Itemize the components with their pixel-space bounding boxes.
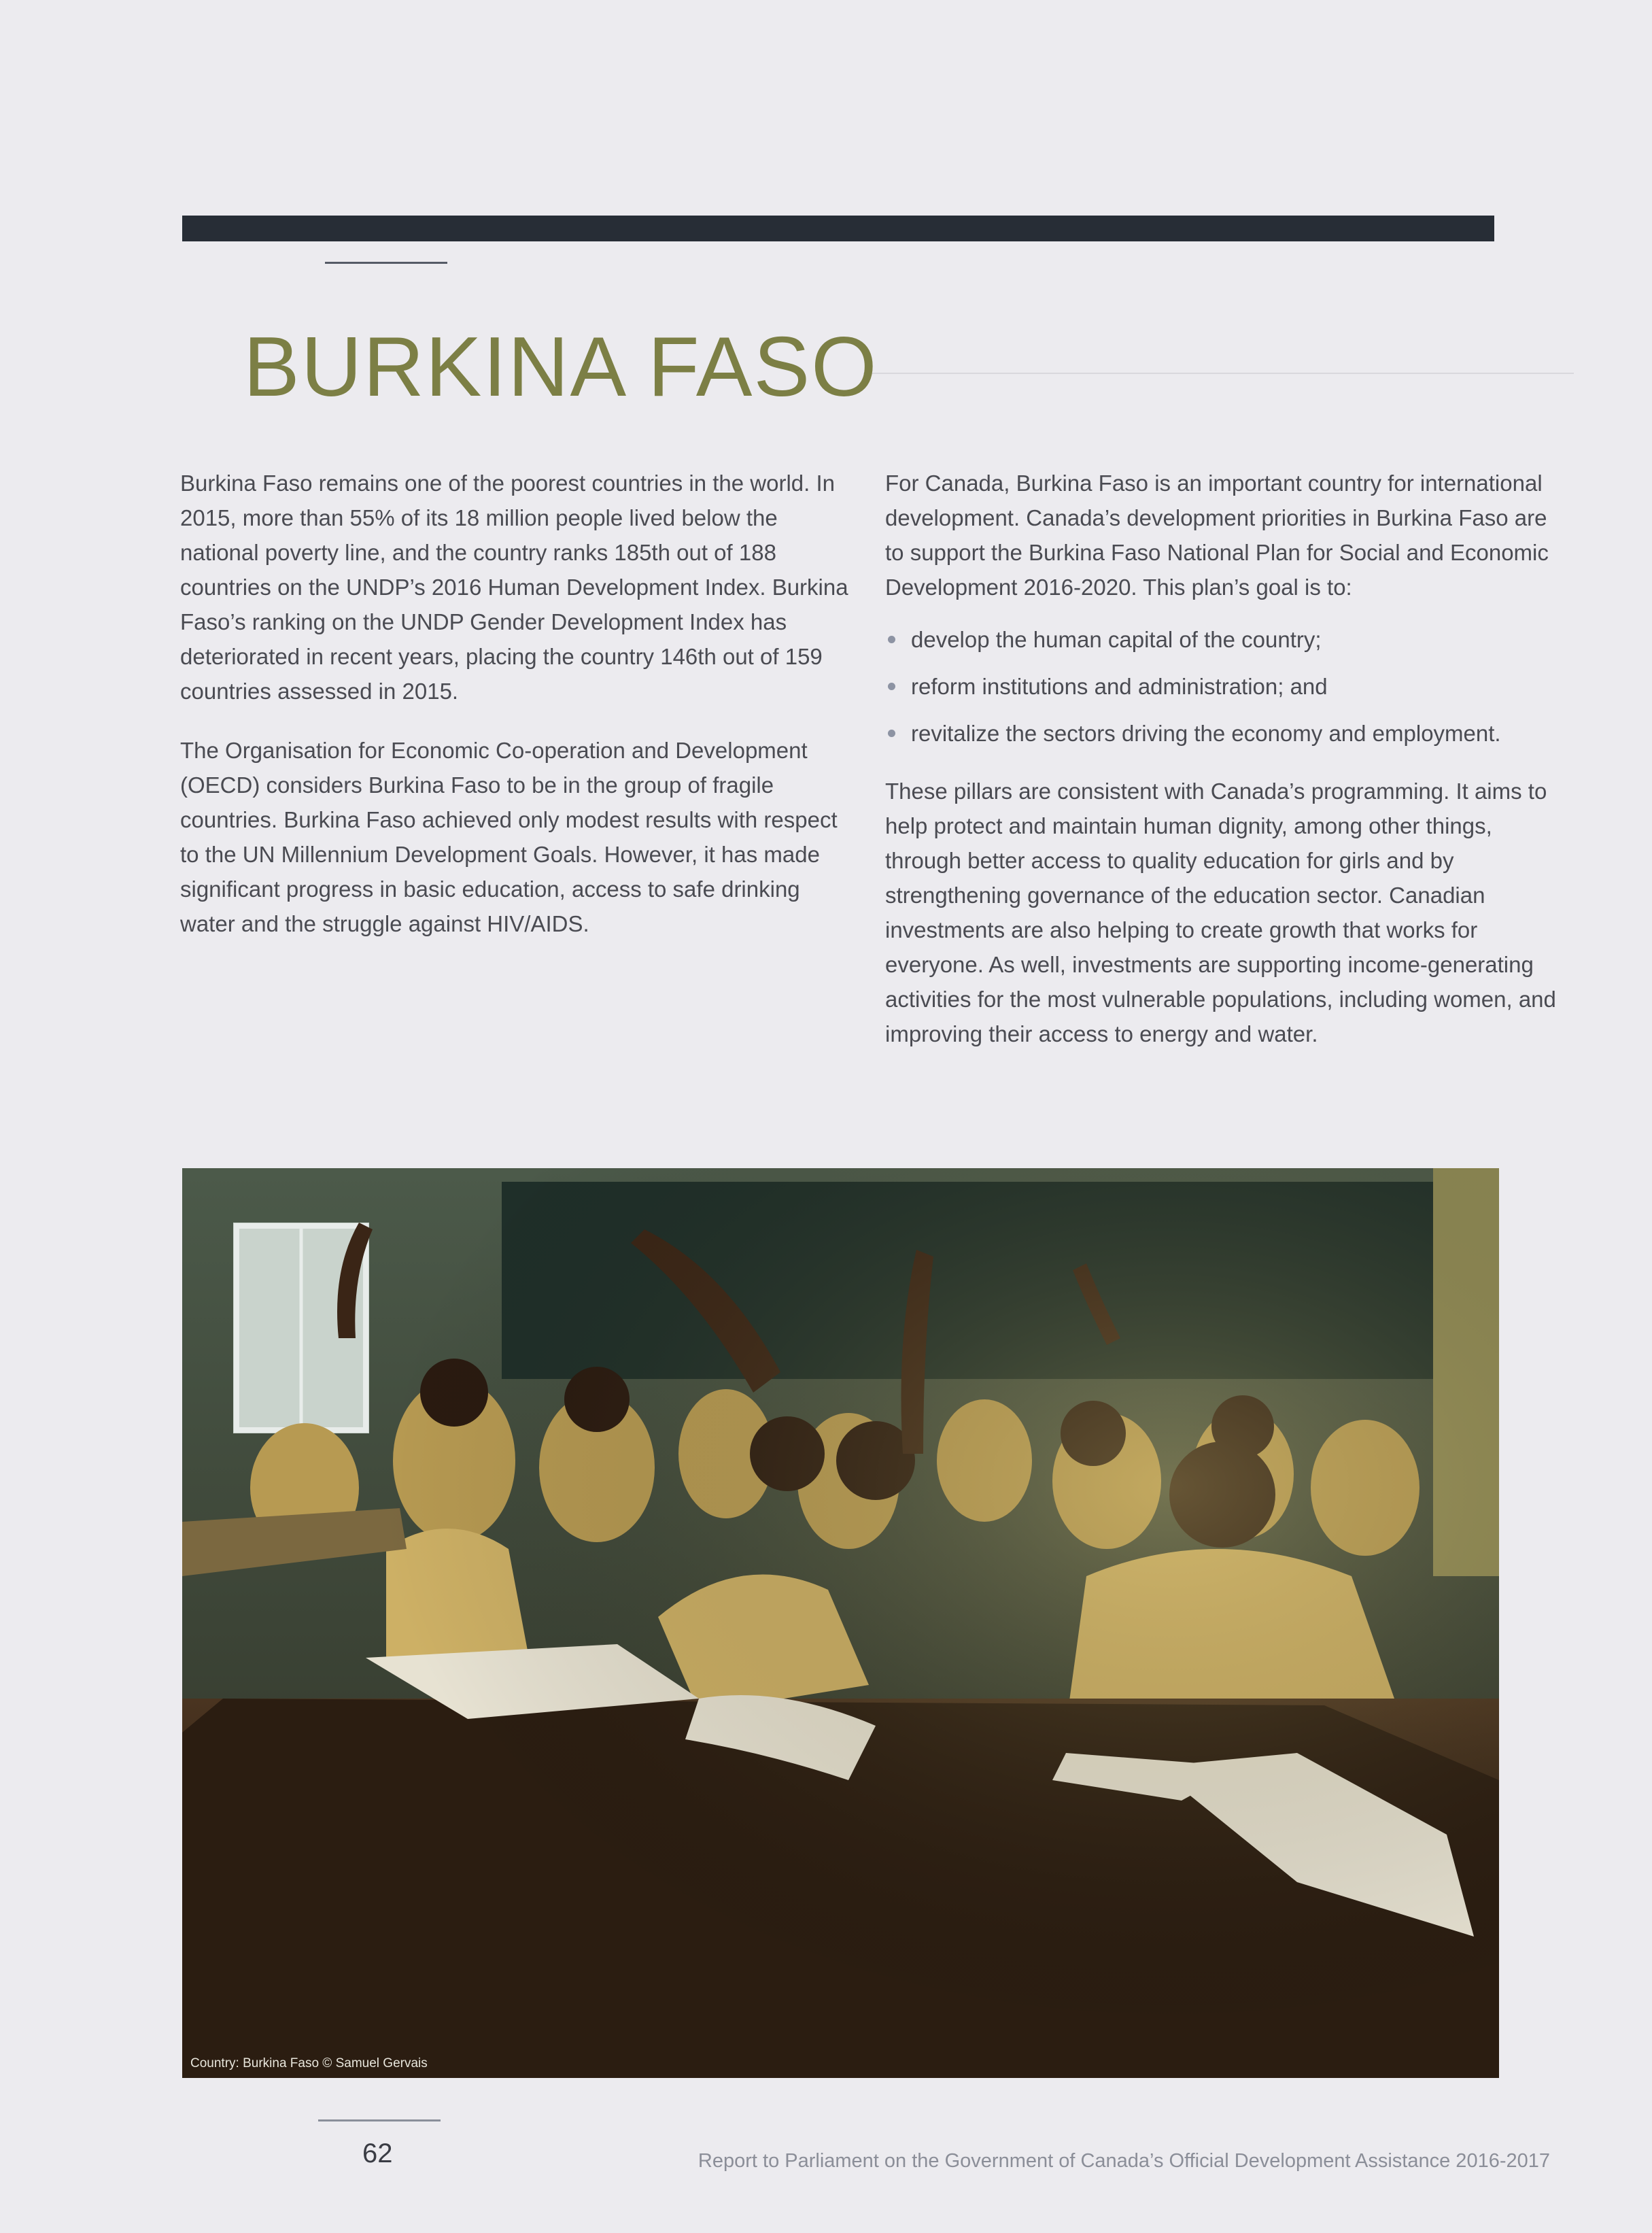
plan-goals-list (885, 622, 1565, 751)
page-title: BURKINA FASO (243, 320, 878, 414)
bullet-icon (888, 636, 895, 643)
list-item-text: develop the human capital of the country; (911, 627, 1322, 652)
bullet-icon (888, 683, 895, 690)
list-item-text: reform institutions and administration; and (911, 674, 1328, 699)
page-number: 62 (362, 2138, 393, 2168)
list-item-text: revitalize the sectors driving the economy and employment. (911, 721, 1501, 746)
oecd-paragraph: The Organisation for Economic Co-operation and Development (OECD) considers Burkina Faso to be in the group of fragile countries. Burkina Faso achieved only modest results with respect to the UN Millennium Development Goals. However, it has made significant progress in basic education, access to safe drinking water and the struggle against HIV/AIDS. (180, 738, 838, 936)
classroom-photo-illustration (182, 1168, 1499, 2078)
intro-paragraph: Burkina Faso remains one of the poorest countries in the world. In 2015, more than 55% of its 18 million people lived below the national poverty line, and the country ranks 185th out of 188 countries on the UNDP’s 2016 Human Development Index. Burkina Faso’s ranking on the UNDP Gender Development Index has deteriorated in recent years, placing the country 146th out of 159 countries assessed in 2015. (180, 471, 848, 704)
right-column (885, 466, 1565, 1076)
classroom-photo (182, 1168, 1499, 2078)
bullet-icon (888, 730, 895, 737)
photo-caption: Country: Burkina Faso © Samuel Gervais (190, 2056, 428, 2070)
title-rule (863, 373, 1574, 374)
left-column (180, 466, 853, 966)
list-item (885, 669, 1565, 704)
list-item (885, 716, 1565, 751)
header-bar (182, 216, 1494, 241)
title-accent-line (325, 262, 447, 264)
canada-priorities-paragraph: For Canada, Burkina Faso is an important country for international development. Canada’s development priorities in Burkina Faso are to support the Burkina Faso National Plan for Social and Economic Development 2016-2020. This plan’s goal is to: (885, 471, 1549, 600)
footer-report-title: Report to Parliament on the Government of Canada’s Official Development Assistance 2016-2017 (698, 2150, 1550, 2172)
list-item (885, 622, 1565, 657)
footer-accent-line (318, 2119, 441, 2121)
programming-paragraph: These pillars are consistent with Canada’s programming. It aims to help protect and maintain human dignity, among other things, through better access to quality education for girls and by strengthening governance of the education sector. Canadian investments are also helping to create growth that works for everyone. As well, investments are supporting income-generating activities for the most vulnerable populations, including women, and improving their access to energy and water. (885, 779, 1556, 1046)
